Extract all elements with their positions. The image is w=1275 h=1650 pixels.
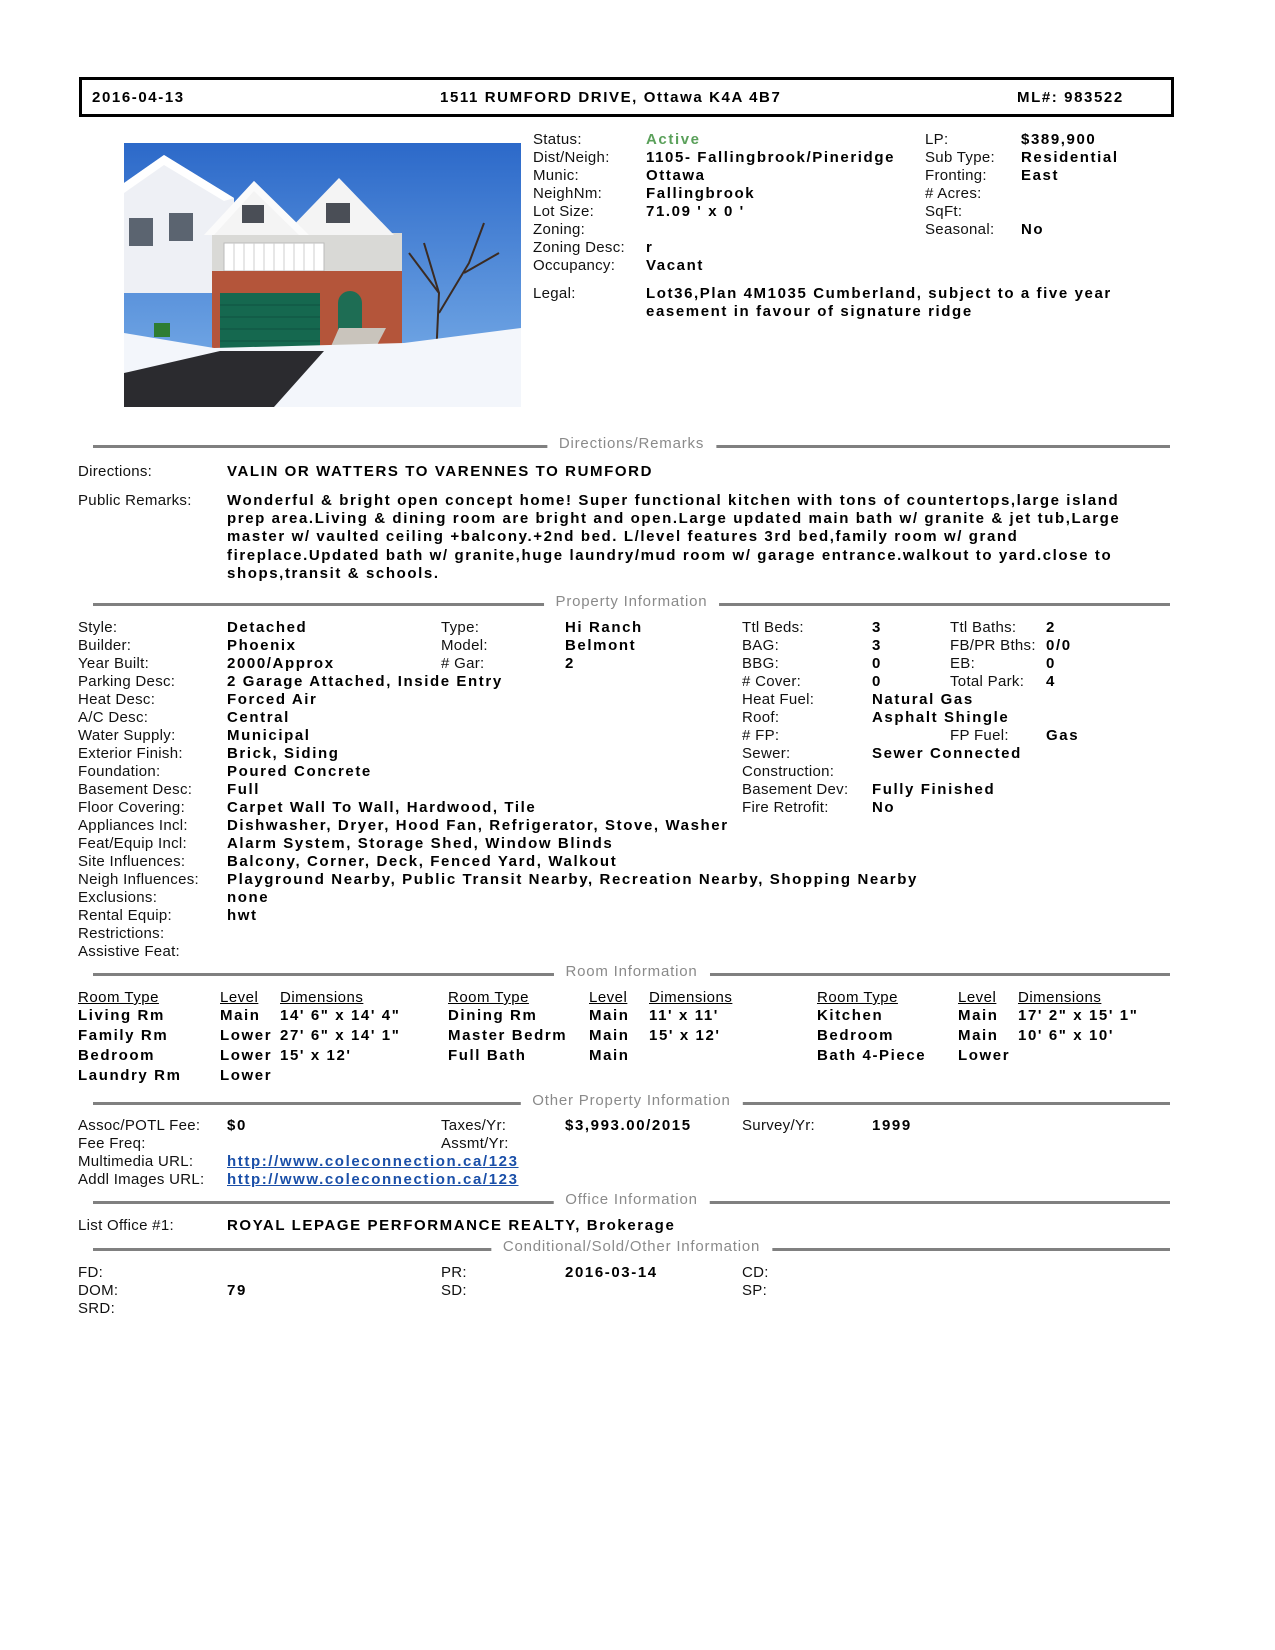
rooms-section-title: Room Information bbox=[553, 963, 709, 980]
room-level-header: Level bbox=[589, 989, 628, 1006]
room-dimensions: 15' x 12' bbox=[649, 1027, 721, 1044]
room-type-header: Room Type bbox=[78, 989, 159, 1006]
total-park-value: 4 bbox=[1046, 673, 1056, 690]
taxes-label: Taxes/Yr: bbox=[441, 1117, 507, 1134]
fb-pr-baths-label: FB/PR Bths: bbox=[950, 637, 1036, 654]
rooms-section-divider bbox=[93, 963, 1170, 983]
pr-label: PR: bbox=[441, 1264, 467, 1281]
exterior-label: Exterior Finish: bbox=[78, 745, 183, 762]
total-park-label: Total Park: bbox=[950, 673, 1025, 690]
appliances-label: Appliances Incl: bbox=[78, 817, 188, 834]
dom-label: DOM: bbox=[78, 1282, 119, 1299]
multimedia-url-label: Multimedia URL: bbox=[78, 1153, 194, 1170]
property-section-divider bbox=[93, 593, 1170, 613]
water-supply-label: Water Supply: bbox=[78, 727, 176, 744]
floor-covering-value: Carpet Wall To Wall, Hardwood, Tile bbox=[227, 799, 537, 816]
assmt-label: Assmt/Yr: bbox=[441, 1135, 509, 1152]
zoning-desc-label: Zoning Desc: bbox=[533, 239, 625, 256]
lot-size-value: 71.09 ' x 0 ' bbox=[646, 203, 745, 220]
occupancy-value: Vacant bbox=[646, 257, 704, 274]
room-dimensions: 15' x 12' bbox=[280, 1047, 352, 1064]
total-beds-value: 3 bbox=[872, 619, 882, 636]
multimedia-url-link[interactable]: http://www.coleconnection.ca/123 bbox=[227, 1153, 519, 1170]
directions-section-title: Directions/Remarks bbox=[547, 435, 716, 452]
fireplace-count-label: # FP: bbox=[742, 727, 780, 744]
directions-label: Directions: bbox=[78, 463, 153, 480]
status-value: Active bbox=[646, 131, 701, 148]
property-section-title: Property Information bbox=[544, 593, 720, 610]
room-dimensions-header: Dimensions bbox=[1018, 989, 1102, 1006]
room-type: Bedroom bbox=[817, 1027, 895, 1044]
room-type: Bath 4-Piece bbox=[817, 1047, 927, 1064]
sqft-label: SqFt: bbox=[925, 203, 963, 220]
conditional-section-divider bbox=[93, 1238, 1170, 1258]
addl-images-url-label: Addl Images URL: bbox=[78, 1171, 205, 1188]
basement-desc-label: Basement Desc: bbox=[78, 781, 193, 798]
zoning-label: Zoning: bbox=[533, 221, 586, 238]
seasonal-value: No bbox=[1021, 221, 1045, 238]
builder-value: Phoenix bbox=[227, 637, 297, 654]
lp-value: $389,900 bbox=[1021, 131, 1097, 148]
room-dimensions-header: Dimensions bbox=[280, 989, 364, 1006]
pr-value: 2016-03-14 bbox=[565, 1264, 658, 1281]
basement-desc-value: Full bbox=[227, 781, 261, 798]
style-value: Detached bbox=[227, 619, 308, 636]
acres-label: # Acres: bbox=[925, 185, 982, 202]
sewer-label: Sewer: bbox=[742, 745, 791, 762]
lp-label: LP: bbox=[925, 131, 949, 148]
model-label: Model: bbox=[441, 637, 488, 654]
room-dimensions-header: Dimensions bbox=[649, 989, 733, 1006]
restrictions-label: Restrictions: bbox=[78, 925, 165, 942]
basement-dev-value: Fully Finished bbox=[872, 781, 996, 798]
dist-label: Dist/Neigh: bbox=[533, 149, 610, 166]
room-dimensions: 14' 6" x 14' 4" bbox=[280, 1007, 401, 1024]
other-section-title: Other Property Information bbox=[520, 1092, 742, 1109]
legal-line-2: easement in favour of signature ridge bbox=[646, 303, 973, 320]
feat-equip-value: Alarm System, Storage Shed, Window Blinds bbox=[227, 835, 614, 852]
rental-equip-label: Rental Equip: bbox=[78, 907, 172, 924]
subtype-label: Sub Type: bbox=[925, 149, 995, 166]
parking-value: 2 Garage Attached, Inside Entry bbox=[227, 673, 503, 690]
exclusions-value: none bbox=[227, 889, 270, 906]
heat-fuel-value: Natural Gas bbox=[872, 691, 974, 708]
list-office-label: List Office #1: bbox=[78, 1217, 174, 1234]
occupancy-label: Occupancy: bbox=[533, 257, 616, 274]
eb-label: EB: bbox=[950, 655, 976, 672]
fire-retrofit-label: Fire Retrofit: bbox=[742, 799, 829, 816]
other-section-divider bbox=[93, 1092, 1170, 1112]
neigh-influences-value: Playground Nearby, Public Transit Nearby, Recreation Nearby, Shopping Nearby bbox=[227, 871, 918, 888]
fb-pr-baths-value: 0/0 bbox=[1046, 637, 1072, 654]
assoc-fee-value: $0 bbox=[227, 1117, 247, 1134]
heat-desc-value: Forced Air bbox=[227, 691, 318, 708]
exterior-value: Brick, Siding bbox=[227, 745, 340, 762]
status-label: Status: bbox=[533, 131, 582, 148]
fd-label: FD: bbox=[78, 1264, 104, 1281]
total-beds-label: Ttl Beds: bbox=[742, 619, 804, 636]
remarks-line: Wonderful & bright open concept home! Super functional kitchen with tons of countertops,large island bbox=[227, 492, 1120, 509]
munic-value: Ottawa bbox=[646, 167, 706, 184]
cd-label: CD: bbox=[742, 1264, 769, 1281]
taxes-value: $3,993.00/2015 bbox=[565, 1117, 692, 1134]
room-level: Main bbox=[958, 1007, 999, 1024]
roof-label: Roof: bbox=[742, 709, 780, 726]
survey-label: Survey/Yr: bbox=[742, 1117, 816, 1134]
water-supply-value: Municipal bbox=[227, 727, 311, 744]
year-built-value: 2000/Approx bbox=[227, 655, 335, 672]
munic-label: Munic: bbox=[533, 167, 579, 184]
survey-value: 1999 bbox=[872, 1117, 912, 1134]
type-value: Hi Ranch bbox=[565, 619, 643, 636]
rental-equip-value: hwt bbox=[227, 907, 258, 924]
year-built-label: Year Built: bbox=[78, 655, 150, 672]
basement-dev-label: Basement Dev: bbox=[742, 781, 849, 798]
listing-header bbox=[79, 77, 1174, 117]
total-baths-value: 2 bbox=[1046, 619, 1056, 636]
foundation-label: Foundation: bbox=[78, 763, 161, 780]
directions-section-divider bbox=[93, 435, 1170, 455]
subtype-value: Residential bbox=[1021, 149, 1119, 166]
room-type: Family Rm bbox=[78, 1027, 169, 1044]
remarks-line: fireplace.Updated bath w/ granite,huge laundry/mud room w/ garage entrance.walkout to yard.close to bbox=[227, 546, 1113, 564]
room-type: Kitchen bbox=[817, 1007, 884, 1024]
site-influences-label: Site Influences: bbox=[78, 853, 186, 870]
room-level: Main bbox=[958, 1027, 999, 1044]
ac-desc-value: Central bbox=[227, 709, 290, 726]
legal-label: Legal: bbox=[533, 285, 576, 302]
parking-label: Parking Desc: bbox=[78, 673, 176, 690]
bbg-label: BBG: bbox=[742, 655, 780, 672]
room-dimensions: 17' 2" x 15' 1" bbox=[1018, 1007, 1139, 1024]
room-level: Main bbox=[220, 1007, 261, 1024]
room-type: Bedroom bbox=[78, 1047, 156, 1064]
remarks-line: prep area.Living & dining room are bright and open.Large updated main bath w/ granite & jet tub,Large bbox=[227, 510, 1121, 528]
site-influences-value: Balcony, Corner, Deck, Fenced Yard, Walkout bbox=[227, 853, 618, 870]
public-remarks bbox=[227, 492, 1177, 583]
feat-equip-label: Feat/Equip Incl: bbox=[78, 835, 188, 852]
foundation-value: Poured Concrete bbox=[227, 763, 372, 780]
garage-count-label: # Gar: bbox=[441, 655, 485, 672]
room-type-header: Room Type bbox=[817, 989, 898, 1006]
fp-fuel-label: FP Fuel: bbox=[950, 727, 1009, 744]
room-dimensions: 11' x 11' bbox=[649, 1007, 719, 1024]
neighnm-value: Fallingbrook bbox=[646, 185, 756, 202]
remarks-line: shops,transit & schools. bbox=[227, 564, 440, 582]
assoc-fee-label: Assoc/POTL Fee: bbox=[78, 1117, 201, 1134]
heat-desc-label: Heat Desc: bbox=[78, 691, 156, 708]
room-level: Lower bbox=[220, 1067, 273, 1084]
type-label: Type: bbox=[441, 619, 480, 636]
listing-address: 1511 RUMFORD DRIVE, Ottawa K4A 4B7 bbox=[440, 89, 782, 106]
room-level: Main bbox=[589, 1007, 630, 1024]
listing-date: 2016-04-13 bbox=[92, 89, 185, 106]
room-level: Lower bbox=[220, 1047, 273, 1064]
remarks-line: master w/ vaulted ceiling +balcony.+2nd bed. L/level features 3rd bed,family room w/ grand bbox=[227, 528, 1019, 546]
total-baths-label: Ttl Baths: bbox=[950, 619, 1017, 636]
room-level: Lower bbox=[958, 1047, 1011, 1064]
fp-fuel-value: Gas bbox=[1046, 727, 1080, 744]
list-office-value: ROYAL LEPAGE PERFORMANCE REALTY, Brokerage bbox=[227, 1217, 676, 1234]
room-level: Main bbox=[589, 1047, 630, 1064]
eb-value: 0 bbox=[1046, 655, 1056, 672]
builder-label: Builder: bbox=[78, 637, 132, 654]
legal-line-1: Lot36,Plan 4M1035 Cumberland, subject to a five year bbox=[646, 285, 1112, 302]
fee-freq-label: Fee Freq: bbox=[78, 1135, 146, 1152]
room-type: Full Bath bbox=[448, 1047, 527, 1064]
roof-value: Asphalt Shingle bbox=[872, 709, 1010, 726]
neigh-influences-label: Neigh Influences: bbox=[78, 871, 200, 888]
srd-label: SRD: bbox=[78, 1300, 116, 1317]
dist-value: 1105- Fallingbrook/Pineridge bbox=[646, 149, 896, 166]
room-level-header: Level bbox=[220, 989, 259, 1006]
room-level: Main bbox=[589, 1027, 630, 1044]
zoning-desc-value: r bbox=[646, 239, 654, 256]
neighnm-label: NeighNm: bbox=[533, 185, 603, 202]
dom-value: 79 bbox=[227, 1282, 247, 1299]
sewer-value: Sewer Connected bbox=[872, 745, 1022, 762]
directions-value: VALIN OR WATTERS TO VARENNES TO RUMFORD bbox=[227, 463, 654, 480]
floor-covering-label: Floor Covering: bbox=[78, 799, 186, 816]
office-section-divider bbox=[93, 1191, 1170, 1211]
ac-desc-label: A/C Desc: bbox=[78, 709, 149, 726]
room-dimensions: 27' 6" x 14' 1" bbox=[280, 1027, 401, 1044]
style-label: Style: bbox=[78, 619, 118, 636]
room-type-header: Room Type bbox=[448, 989, 529, 1006]
fronting-value: East bbox=[1021, 167, 1060, 184]
cover-label: # Cover: bbox=[742, 673, 802, 690]
seasonal-label: Seasonal: bbox=[925, 221, 995, 238]
model-value: Belmont bbox=[565, 637, 637, 654]
mls-number: ML#: 983522 bbox=[1017, 89, 1124, 106]
public-remarks-label: Public Remarks: bbox=[78, 492, 192, 509]
room-level: Lower bbox=[220, 1027, 273, 1044]
conditional-section-title: Conditional/Sold/Other Information bbox=[491, 1238, 772, 1255]
addl-images-url-link[interactable]: http://www.coleconnection.ca/123 bbox=[227, 1171, 519, 1188]
cover-value: 0 bbox=[872, 673, 882, 690]
assistive-feat-label: Assistive Feat: bbox=[78, 943, 181, 960]
construction-label: Construction: bbox=[742, 763, 835, 780]
room-level-header: Level bbox=[958, 989, 997, 1006]
lot-size-label: Lot Size: bbox=[533, 203, 595, 220]
sd-label: SD: bbox=[441, 1282, 467, 1299]
exclusions-label: Exclusions: bbox=[78, 889, 158, 906]
room-type: Living Rm bbox=[78, 1007, 165, 1024]
room-type: Dining Rm bbox=[448, 1007, 538, 1024]
bag-label: BAG: bbox=[742, 637, 780, 654]
appliances-value: Dishwasher, Dryer, Hood Fan, Refrigerator, Stove, Washer bbox=[227, 817, 729, 834]
property-photo bbox=[124, 143, 521, 407]
bbg-value: 0 bbox=[872, 655, 882, 672]
garage-count-value: 2 bbox=[565, 655, 575, 672]
sp-label: SP: bbox=[742, 1282, 768, 1299]
fronting-label: Fronting: bbox=[925, 167, 987, 184]
room-type: Laundry Rm bbox=[78, 1067, 182, 1084]
fire-retrofit-value: No bbox=[872, 799, 896, 816]
bag-value: 3 bbox=[872, 637, 882, 654]
room-dimensions: 10' 6" x 10' bbox=[1018, 1027, 1115, 1044]
office-section-title: Office Information bbox=[553, 1191, 710, 1208]
heat-fuel-label: Heat Fuel: bbox=[742, 691, 815, 708]
room-type: Master Bedrm bbox=[448, 1027, 568, 1044]
